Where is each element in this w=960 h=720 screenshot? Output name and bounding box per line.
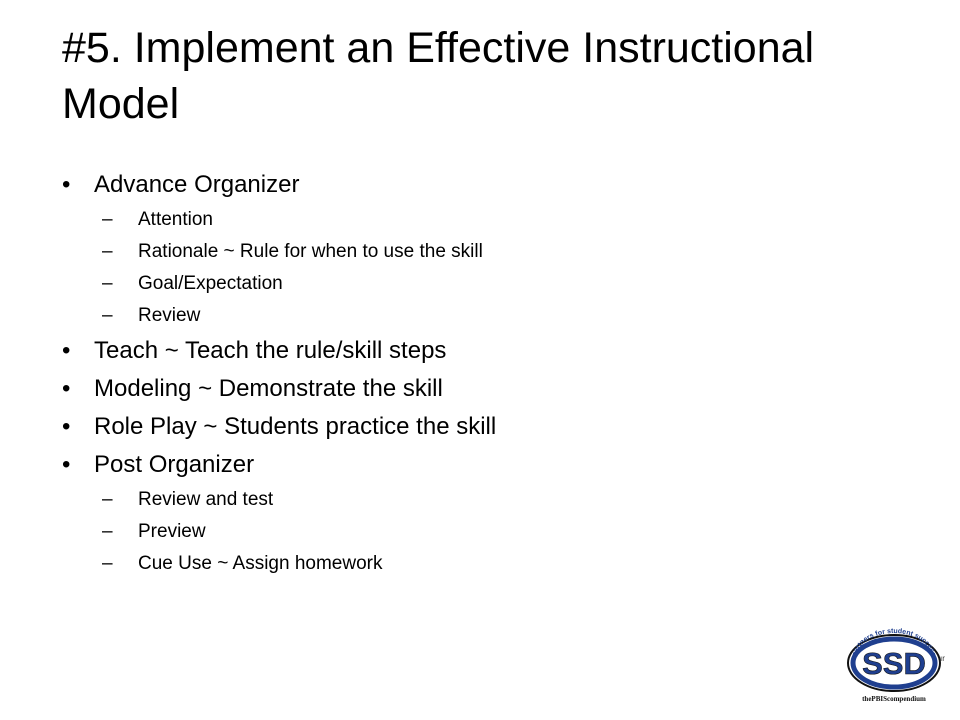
sub-item-text: Preview — [138, 521, 206, 542]
sub-item — [58, 208, 918, 232]
bullet-icon: • — [62, 413, 71, 440]
sub-item-text: Cue Use ~ Assign homework — [138, 553, 383, 574]
bullet-item — [58, 374, 918, 404]
dash-icon: – — [102, 521, 113, 542]
sub-item — [58, 488, 918, 512]
sub-list — [58, 208, 918, 328]
sub-item — [58, 552, 918, 576]
bullet-text: Modeling ~ Demonstrate the skill — [94, 375, 443, 402]
dash-icon: – — [102, 209, 113, 230]
bullet-item — [58, 336, 918, 366]
sub-item-text: Review and test — [138, 489, 274, 510]
logo-arc-text: partners for student success — [851, 627, 937, 658]
dash-icon: – — [102, 241, 113, 262]
bullet-text: Post Organizer — [94, 451, 255, 478]
sub-item — [58, 240, 918, 264]
sub-item-text: Goal/Expectation — [138, 273, 283, 294]
bullet-item — [58, 450, 918, 480]
sub-item — [58, 272, 918, 296]
bullet-list — [58, 170, 918, 584]
sub-item-text: Review — [138, 305, 201, 326]
ssd-logo-graphic — [840, 625, 950, 705]
bullet-text: Teach ~ Teach the rule/skill steps — [94, 337, 447, 364]
logo-edge-text: ır — [940, 654, 945, 663]
bullet-icon: • — [62, 171, 71, 198]
sub-item-text: Rationale ~ Rule for when to use the skill — [138, 241, 483, 262]
dash-icon: – — [102, 305, 113, 326]
dash-icon: – — [102, 273, 113, 294]
bullet-item — [58, 412, 918, 442]
sub-item — [58, 520, 918, 544]
ssd-logo — [840, 625, 950, 705]
bullet-icon: • — [62, 337, 71, 364]
bullet-text: Advance Organizer — [94, 171, 300, 198]
bullet-icon: • — [62, 375, 71, 402]
sub-list — [58, 488, 918, 576]
sub-item — [58, 304, 918, 328]
logo-main-text: SSD — [862, 646, 926, 681]
dash-icon: – — [102, 553, 113, 574]
bullet-text: Role Play ~ Students practice the skill — [94, 413, 497, 440]
dash-icon: – — [102, 489, 113, 510]
sub-item-text: Attention — [138, 209, 213, 230]
bullet-item — [58, 170, 918, 200]
bullet-icon: • — [62, 451, 71, 478]
logo-footer-text: thePBIScompendium — [862, 695, 926, 703]
slide-title: #5. Implement an Effective Instructional Model — [62, 24, 815, 128]
